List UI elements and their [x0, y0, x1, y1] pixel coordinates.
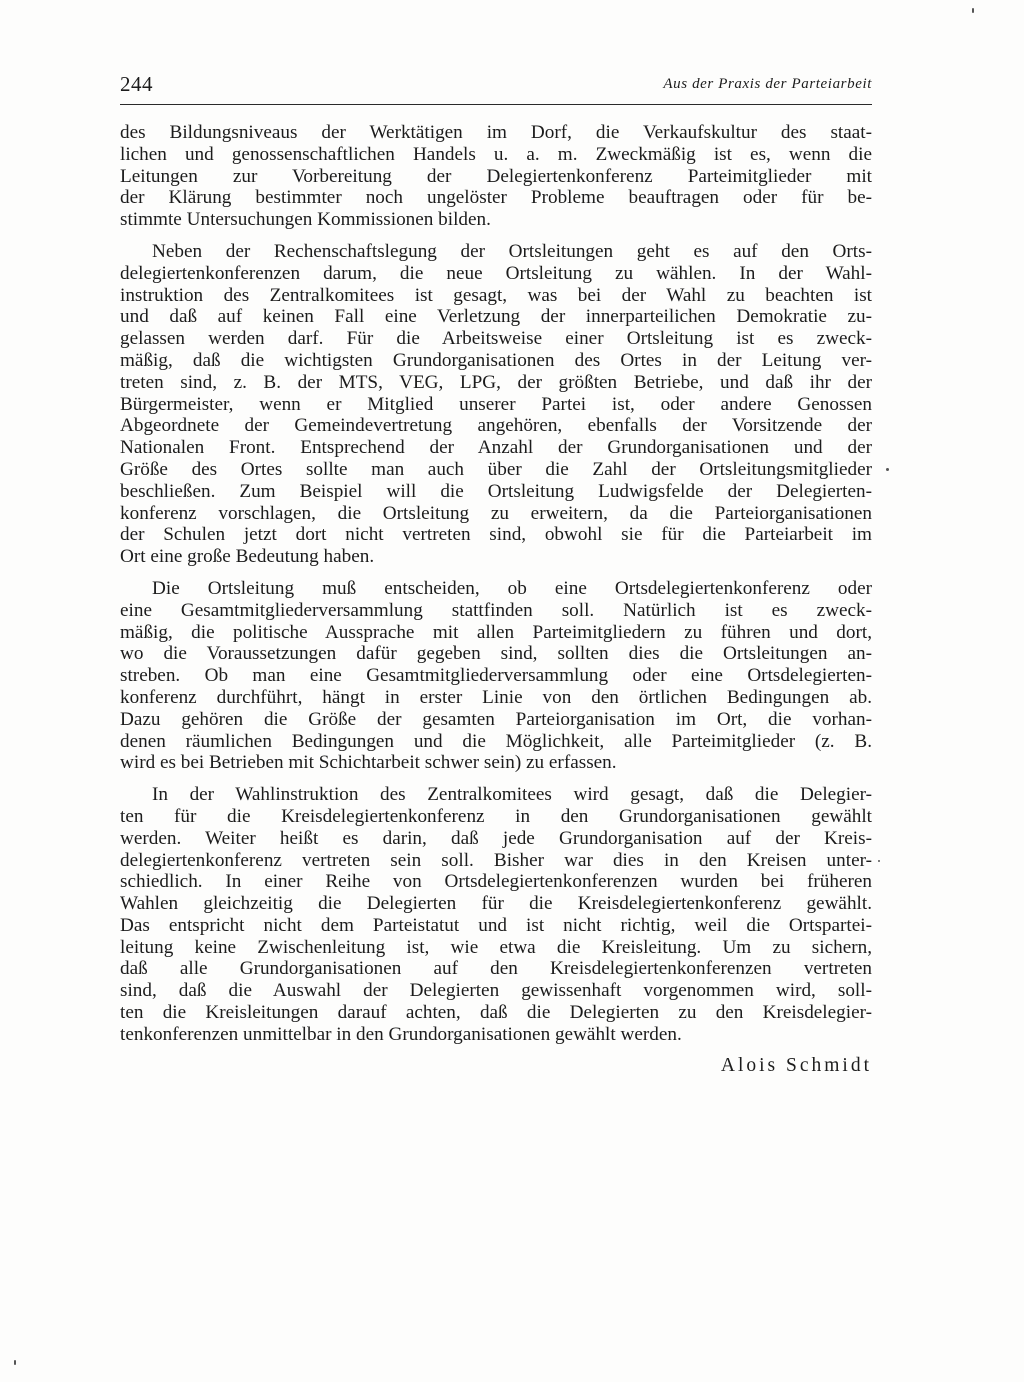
text-line: mäßig, die politische Aussprache mit allen Parteimitgliedern zu führen und dort,	[120, 621, 872, 643]
text-line: wird es bei Betrieben mit Schichtarbeit schwer sein) zu erfassen.	[120, 752, 617, 774]
text-line: gelassen werden darf. Für die Arbeitsweise einer Ortsleitung ist es zweck-	[120, 328, 872, 350]
text-line: Größe des Ortes sollte man auch über die Zahl der Ortsleitungsmitglieder	[120, 458, 872, 480]
text-line: streben. Ob man eine Gesamtmitgliederversammlung oder eine Ortsdelegierten-	[120, 665, 872, 687]
text-line: daß alle Grundorganisationen auf den Kreisdelegiertenkonferenzen vertreten	[120, 958, 872, 980]
text-line: der Schulen jetzt dort nicht vertreten sind, obwohl sie für die Parteiarbeit im	[120, 524, 872, 546]
author-signature: Alois Schmidt	[720, 1054, 872, 1076]
page-number: 244	[120, 72, 153, 96]
page-header	[120, 68, 872, 105]
text-line: und daß auf keinen Fall eine Verletzung der innerparteilichen Demokratie zu-	[120, 306, 872, 328]
text-line: treten sind, z. B. der MTS, VEG, LPG, der größten Betriebe, und daß ihr der	[120, 371, 872, 393]
article-body	[120, 122, 872, 1080]
text-line: Die Ortsleitung muß entscheiden, ob eine Ortsdelegiertenkonferenz oder	[152, 577, 872, 599]
text-line: delegiertenkonferenz vertreten sein soll. Bisher war dies in den Kreisen unter-	[120, 849, 872, 871]
text-line: Das entspricht nicht dem Parteistatut und ist nicht richtig, weil die Ortspartei-	[120, 914, 872, 936]
text-line: der Klärung bestimmter noch ungelöster Probleme beauftragen oder für be-	[120, 187, 872, 209]
text-line: stimmte Untersuchungen Kommissionen bilden.	[120, 209, 491, 231]
text-line: In der Wahlinstruktion des Zentralkomitees wird gesagt, daß die Delegier-	[152, 784, 872, 806]
text-line: Abgeordnete der Gemeindevertretung angehören, ebenfalls der Vorsitzende der	[120, 415, 872, 437]
text-line: Bürgermeister, wenn er Mitglied unserer Partei ist, oder andere Genossen	[120, 393, 872, 415]
text-line: eine Gesamtmitgliederversammlung stattfinden soll. Natürlich ist es zweck-	[120, 599, 872, 621]
scan-speck	[14, 1360, 16, 1365]
text-line: tenkonferenzen unmittelbar in den Grundorganisationen gewählt werden.	[120, 1023, 682, 1045]
scan-speck	[886, 468, 889, 471]
text-line: Ort eine große Bedeutung haben.	[120, 546, 375, 568]
text-line: sind, daß die Auswahl der Delegierten gewissenhaft vorgenommen wird, soll-	[120, 980, 872, 1002]
paragraph	[120, 784, 872, 1046]
text-line: delegiertenkonferenzen darum, die neue Ortsleitung zu wählen. In der Wahl-	[120, 262, 872, 284]
text-line: leitung keine Zwischenleitung ist, wie etwa die Kreisleitung. Um zu sichern,	[120, 936, 872, 958]
text-line: lichen und genossenschaftlichen Handels u. a. m. Zweckmäßig ist es, wenn die	[120, 143, 872, 165]
text-line: Neben der Rechenschaftslegung der Ortsleitungen geht es auf den Orts-	[152, 240, 872, 262]
text-line: beschließen. Zum Beispiel will die Ortsleitung Ludwigsfelde der Delegierten-	[120, 480, 872, 502]
paragraph	[120, 241, 872, 568]
text-line: konferenz vorschlagen, die Ortsleitung zu erweitern, da die Parteiorganisationen	[120, 502, 872, 524]
text-line: wo die Voraussetzungen dafür gegeben sind, sollten dies die Ortsleitungen an-	[120, 643, 872, 665]
text-line: ten für die Kreisdelegiertenkonferenz in den Grundorganisationen gewählt	[120, 805, 872, 827]
paragraph	[120, 122, 872, 231]
text-line: Wahlen gleichzeitig die Delegierten für die Kreisdelegiertenkonferenz gewählt.	[120, 893, 872, 915]
scan-speck	[878, 860, 880, 862]
text-line: mäßig, daß die wichtigsten Grundorganisationen des Ortes in der Leitung ver-	[120, 349, 872, 371]
text-line: des Bildungsniveaus der Werktätigen im Dorf, die Verkaufskultur des staat-	[120, 122, 872, 143]
text-line: werden. Weiter heißt es darin, daß jede Grundorganisation auf der Kreis-	[120, 827, 872, 849]
text-line: konferenz durchführt, hängt in erster Linie von den örtlichen Bedingungen ab.	[120, 686, 872, 708]
running-title: Aus der Praxis der Parteiarbeit	[663, 76, 872, 92]
scan-speck	[972, 8, 974, 13]
text-line: schiedlich. In einer Reihe von Ortsdelegiertenkonferenzen wurden bei früheren	[120, 871, 872, 893]
text-line: denen räumlichen Bedingungen und die Möglichkeit, alle Parteimitglieder (z. B.	[120, 730, 872, 752]
text-line: Nationalen Front. Entsprechend der Anzahl der Grundorganisationen und der	[120, 437, 872, 459]
text-line: Dazu gehören die Größe der gesamten Parteiorganisation im Ort, die vorhan-	[120, 708, 872, 730]
paragraph	[120, 578, 872, 774]
text-line: ten die Kreisleitungen darauf achten, daß die Delegierten zu den Kreisdelegier-	[120, 1002, 872, 1024]
text-line: instruktion des Zentralkomitees ist gesagt, was bei der Wahl zu beachten ist	[120, 284, 872, 306]
text-line: Leitungen zur Vorbereitung der Delegiertenkonferenz Parteimitglieder mit	[120, 165, 872, 187]
